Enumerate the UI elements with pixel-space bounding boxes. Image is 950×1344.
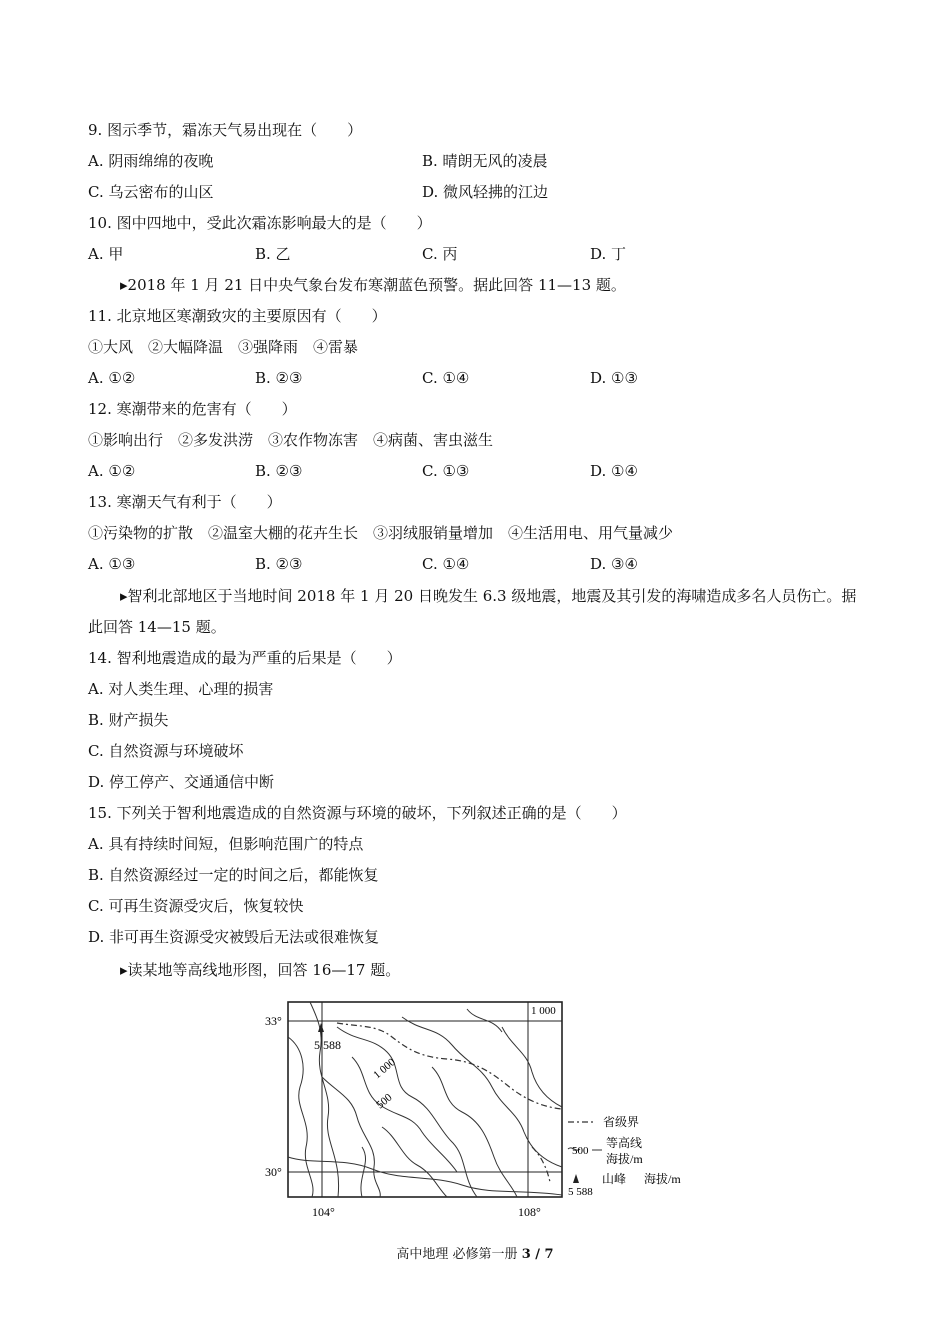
map-frame [288,1002,562,1197]
q9-stem: 9. 图示季节，霜冻天气易出现在（ ） [88,121,363,139]
q13-option-d: D. ③④ [590,555,638,573]
intro-14-15: ▸智利北部地区于当地时间 2018 年 1 月 20 日晚发生 6.3 级地震，地震及其引发的海啸造成多名人员伤亡。据此回答 14—15 题。 [88,587,857,636]
q10-option-a: A. 甲 [88,245,124,263]
q12-option-b: B. ②③ [255,462,303,480]
q15-stem: 15. 下列关于智利地震造成的自然资源与环境的破坏，下列叙述正确的是（ ） [88,804,627,822]
q14-option-d: D. 停工停产、交通通信中断 [88,773,275,791]
q11-items: ①大风 ②大幅降温 ③强降雨 ④雷暴 [88,338,359,356]
legend-peak-value: 5 588 [568,1186,593,1198]
q15-option-d: D. 非可再生资源受灾被毁后无法或很难恢复 [88,928,380,946]
intro-16-17: ▸读某地等高线地形图，回答 16—17 题。 [120,961,401,979]
q9-option-b: B. 晴朗无风的凌晨 [422,152,548,170]
q14-option-b: B. 财产损失 [88,711,169,729]
footer-text: 高中地理 必修第一册 [396,1247,522,1262]
legend-boundary-label: 省级界 [603,1115,640,1129]
q15-option-b: B. 自然资源经过一定的时间之后，都能恢复 [88,866,379,884]
q15-option-c: C. 可再生资源受灾后，恢复较快 [88,897,304,915]
q12-stem: 12. 寒潮带来的危害有（ ） [88,400,297,418]
q10-stem: 10. 图中四地中，受此次霜冻影响最大的是（ ） [88,214,432,232]
province-boundary-2 [532,1147,550,1182]
page-footer [0,1243,950,1262]
page-number: 3 / 7 [521,1247,554,1262]
q12-items: ①影响出行 ②多发洪涝 ③农作物冻害 ④病菌、害虫滋生 [88,431,494,449]
q13-option-c: C. ①④ [422,555,470,573]
q9-option-c: C. 乌云密布的山区 [88,183,214,201]
q11-option-b: B. ②③ [255,369,303,387]
lon-108-label: 108° [518,1205,541,1219]
q12-option-c: C. ①③ [422,462,470,480]
legend-contour-label: 等高线 [606,1136,643,1150]
q12-option-d: D. ①④ [590,462,638,480]
contour-map [262,997,702,1223]
q13-items: ①污染物的扩散 ②温室大棚的花卉生长 ③羽绒服销量增加 ④生活用电、用气量减少 [88,524,674,542]
q14-stem: 14. 智利地震造成的最为严重的后果是（ ） [88,649,402,667]
q11-stem: 11. 北京地区寒潮致灾的主要原因有（ ） [88,307,387,325]
lon-104-label: 104° [312,1205,335,1219]
legend-peak-icon [573,1174,579,1183]
contour-label-1000: 1 000 [371,1056,398,1082]
lat-30-label: 30° [265,1165,282,1179]
q11-option-d: D. ①③ [590,369,638,387]
q10-option-d: D. 丁 [590,245,627,263]
legend-contour-unit: 海拔/m [606,1152,643,1166]
legend-peak-label: 山峰 [602,1172,627,1186]
q10-option-b: B. 乙 [255,245,291,263]
corner-contour-label: 1 000 [531,1005,556,1017]
q14-option-a: A. 对人类生理、心理的损害 [88,680,274,698]
q9-option-d: D. 微风轻拂的江边 [422,183,549,201]
q15-option-a: A. 具有持续时间短，但影响范围广的特点 [88,835,364,853]
q11-option-a: A. ①② [88,369,136,387]
intro-11-13: ▸2018 年 1 月 21 日中央气象台发布寒潮蓝色预警。据此回答 11—13 题。 [120,276,626,294]
q9-option-a: A. 阴雨绵绵的夜晚 [88,152,214,170]
q11-option-c: C. ①④ [422,369,470,387]
contour-lines [288,1002,562,1197]
q10-option-c: C. 丙 [422,245,458,263]
q13-option-b: B. ②③ [255,555,303,573]
legend-peak-unit: 海拔/m [644,1172,681,1186]
contour-label-500: 500 [374,1091,395,1112]
legend-contour-value: 500 [572,1145,589,1157]
lat-33-label: 33° [265,1014,282,1028]
q13-stem: 13. 寒潮天气有利于（ ） [88,493,282,511]
q14-option-c: C. 自然资源与环境破坏 [88,742,244,760]
q13-option-a: A. ①③ [88,555,136,573]
peak-value: 5 588 [314,1038,341,1052]
q12-option-a: A. ①② [88,462,136,480]
map-legend [568,1114,681,1198]
